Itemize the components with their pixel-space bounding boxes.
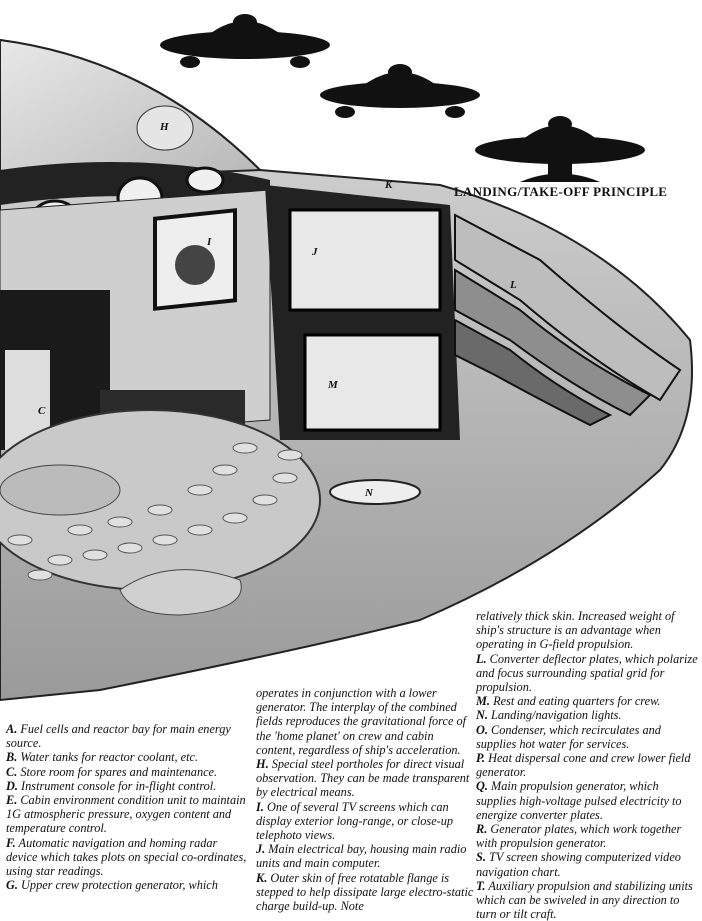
- legend-key: N.: [476, 708, 488, 723]
- legend-entry: [476, 609, 702, 652]
- legend-key: C.: [6, 764, 18, 779]
- legend-entry: [6, 779, 248, 793]
- legend-key: I.: [256, 799, 264, 814]
- svg-text:H: H: [160, 121, 169, 133]
- legend-text: Instrument console for in-flight control.: [17, 778, 217, 793]
- legend-key: R.: [476, 822, 488, 837]
- legend-key: Q.: [476, 779, 488, 794]
- legend-text: Upper crew protection generator, which: [17, 878, 218, 893]
- landing-principle-title: LANDING/TAKE-OFF PRINCIPLE: [454, 184, 668, 199]
- legend-text: One of several TV screens which can display exterior long-range, or close-up telephoto views.: [256, 799, 454, 843]
- legend-text: Cabin environment condition unit to maintain 1G atmospheric pressure, oxygen content and temperature control.: [6, 793, 246, 836]
- legend-text: Landing/navigation lights.: [487, 708, 622, 723]
- legend-entry: [476, 779, 702, 822]
- legend-text: Generator plates, which work together with propulsion generator.: [476, 822, 682, 851]
- legend-key: E.: [6, 793, 18, 808]
- svg-text:C: C: [38, 405, 46, 417]
- legend-text: Store room for spares and maintenance.: [17, 764, 218, 779]
- legend-entry: [6, 836, 248, 879]
- legend-text: relatively thick skin. Increased weight of ship's structure is an advantage when operating in G-field propulsion.: [476, 609, 675, 652]
- legend-entry: [6, 750, 248, 764]
- legend-key: O.: [476, 722, 488, 737]
- legend-text: Converter deflector plates, which polarize and focus surrounding spatial grid for propulsion.: [476, 651, 698, 695]
- legend-key: G.: [6, 878, 18, 893]
- legend-key: P.: [476, 751, 486, 766]
- legend-entry: [256, 686, 474, 757]
- legend-entry: [256, 842, 474, 870]
- legend-entry: [476, 652, 702, 695]
- legend-entry: [256, 800, 474, 843]
- saucer-silhouette-1: [160, 14, 330, 68]
- legend-text: Automatic navigation and homing radar device which takes plots on special co-ordinates, using star readings.: [6, 835, 247, 879]
- legend-text: Fuel cells and reactor bay for main energy source.: [6, 722, 231, 751]
- legend-key: M.: [476, 694, 491, 709]
- legend-entry: [476, 723, 702, 751]
- legend-text: Condenser, which recirculates and supplies hot water for services.: [476, 722, 661, 751]
- legend-column-1: [6, 722, 248, 892]
- legend-entry: [476, 822, 702, 850]
- legend-text: Outer skin of free rotatable flange is stepped to help dissipate large electro-static charge build-up. Note: [256, 870, 474, 914]
- saucer-silhouette-3: [475, 116, 645, 182]
- legend-entry: [6, 793, 248, 836]
- legend-text: Heat dispersal cone and crew lower field generator.: [476, 751, 691, 780]
- legend-entry: [476, 708, 702, 722]
- legend-text: Main electrical bay, housing main radio units and main computer.: [256, 842, 467, 871]
- legend-text: Special steel portholes for direct visual observation. They can be made transparent by electrical means.: [256, 757, 470, 800]
- legend-entry: [6, 765, 248, 779]
- legend-column-3: [476, 609, 702, 921]
- legend-key: D.: [6, 778, 18, 793]
- legend-entry: [476, 850, 702, 878]
- legend-key: H.: [256, 757, 269, 772]
- svg-text:K: K: [385, 179, 393, 191]
- legend-text: Rest and eating quarters for crew.: [490, 694, 661, 709]
- legend-entry: [6, 878, 248, 892]
- legend-text: Main propulsion generator, which supplies high-voltage pulsed electricity to energize converter plates.: [476, 779, 682, 822]
- dome: [0, 40, 260, 180]
- legend-key: T.: [476, 878, 486, 893]
- legend-text: Auxiliary propulsion and stabilizing units which can be swiveled in any direction to turn or tilt craft.: [476, 878, 693, 921]
- legend-column-2: [256, 686, 474, 913]
- svg-text:M: M: [328, 379, 338, 391]
- svg-text:J: J: [312, 246, 318, 258]
- saucer-silhouette-2: [320, 64, 480, 118]
- legend-key: A.: [6, 722, 18, 736]
- legend-key: F.: [6, 835, 16, 850]
- legend-entry: [476, 879, 702, 921]
- legend-text: TV screen showing computerized video navigation chart.: [476, 850, 681, 879]
- legend-entry: [476, 694, 702, 708]
- legend-entry: [256, 757, 474, 800]
- legend-key: L.: [476, 651, 487, 666]
- legend-key: B.: [6, 750, 18, 765]
- svg-text:I: I: [207, 236, 212, 248]
- legend-key: K.: [256, 870, 268, 885]
- legend-key: S.: [476, 850, 486, 865]
- legend-entry: [6, 722, 248, 750]
- legend-entry: [476, 751, 702, 779]
- legend-key: J.: [256, 842, 266, 857]
- legend-text: operates in conjunction with a lower generator. The interplay of the combined fields reproduces the gravitational force of the 'home planet' on crew and cabin content, regardless of ship's acceleration.: [256, 686, 467, 757]
- svg-text:N: N: [365, 487, 373, 499]
- svg-text:L: L: [510, 279, 517, 291]
- legend-text: Water tanks for reactor coolant, etc.: [17, 750, 199, 765]
